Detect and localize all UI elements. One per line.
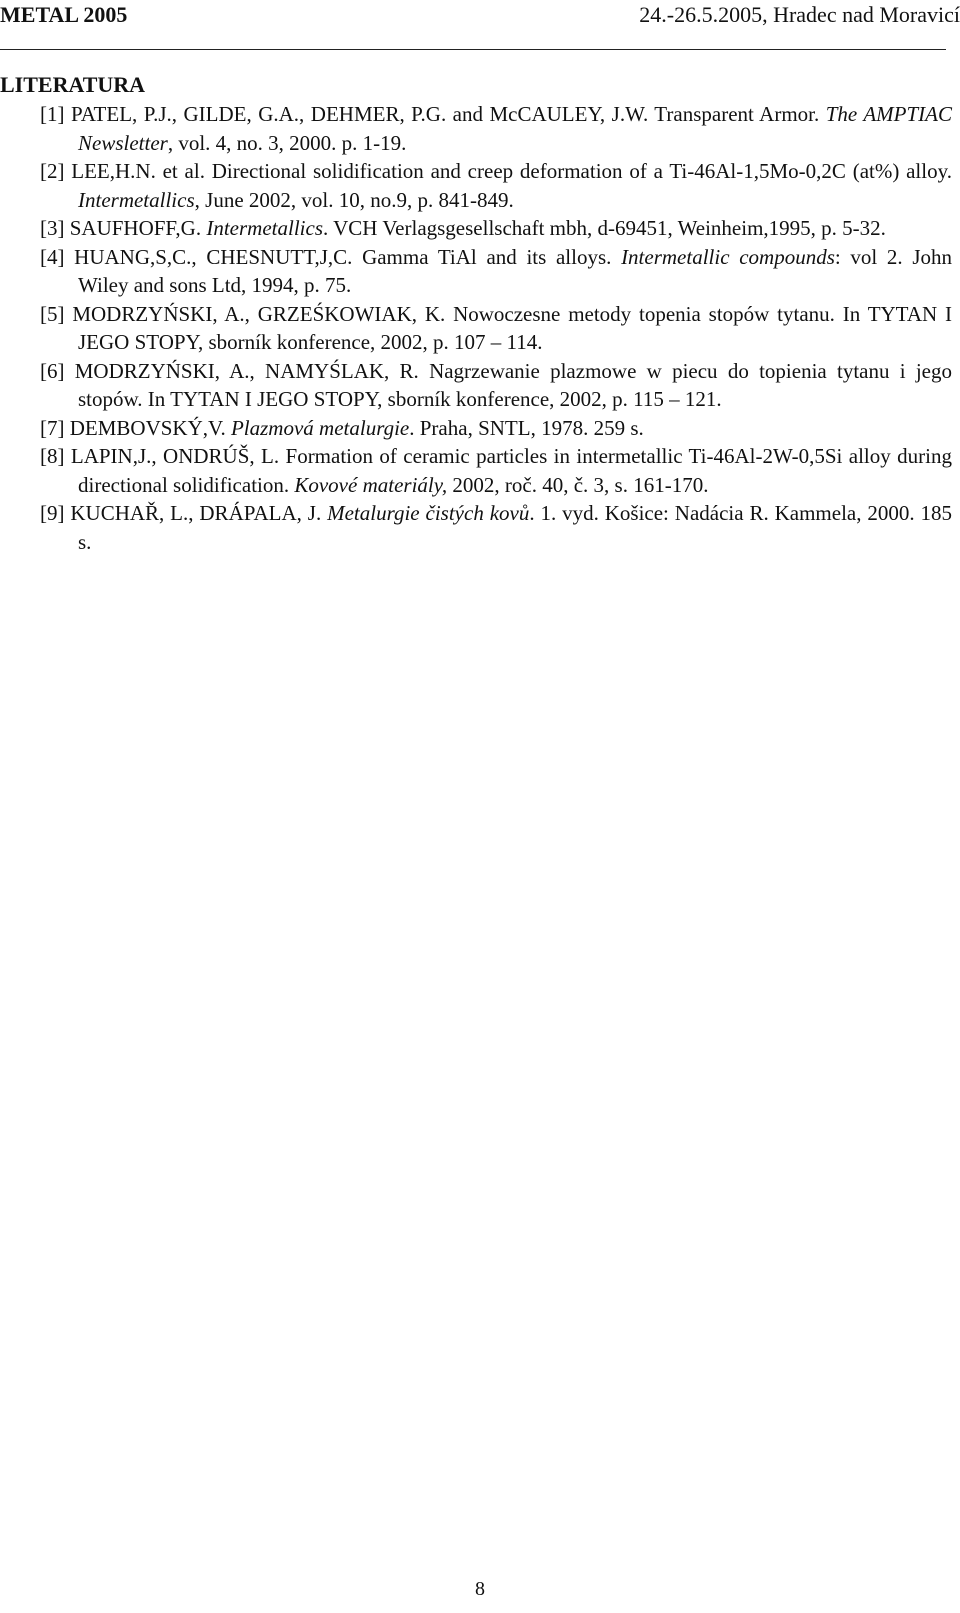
page-number: 8 — [475, 1578, 485, 1600]
reference-item — [0, 357, 952, 414]
book-title: Plazmová metalurgie — [230, 415, 410, 440]
reference-text: [4] HUANG,S,C., CHESNUTT,J,C. Gamma TiAl and its alloys. — [40, 244, 622, 269]
reference-item — [0, 157, 952, 214]
reference-text: [6] MODRZYŃSKI, A., NAMYŚLAK, R. Nagrzewanie plazmowe w piecu do topienia tytanu i jego stopów. In TYTAN I JEGO STOPY, sborník konference, 2002, p. 115 – 121. — [40, 358, 952, 411]
reference-item — [0, 300, 952, 357]
book-title: Intermetallic compounds — [621, 244, 835, 269]
reference-text: [3] SAUFHOFF,G. — [40, 216, 207, 240]
reference-text: [5] MODRZYŃSKI, A., GRZEŚKOWIAK, K. Nowoczesne metody topenia stopów tytanu. In TYTAN I JEGO STOPY, sborník konference, 2002, p. 107 – 114. — [40, 301, 952, 354]
reference-list — [0, 100, 952, 556]
running-header — [0, 0, 960, 46]
reference-text: [7] DEMBOVSKÝ,V. — [40, 415, 231, 440]
reference-text: [8] LAPIN,J., ONDRÚŠ, L. Formation of ceramic particles in intermetallic Ti-46Al-2W-0,5Si alloy during directional solidification. — [40, 444, 952, 497]
reference-text: 2002, roč. 40, č. 3, s. 161-170. — [447, 472, 709, 497]
reference-text: [1] PATEL, P.J., GILDE, G.A., DEHMER, P.G. and McCAULEY, J.W. Transparent Armor. — [40, 102, 826, 126]
reference-text: . Praha, SNTL, 1978. 259 s. — [409, 415, 644, 440]
reference-text: [2] LEE,H.N. et al. Directional solidification and creep deformation of a Ti-46Al-1,5Mo-0,2C (at%) alloy. — [40, 159, 952, 183]
reference-item — [0, 442, 952, 499]
book-title: Metalurgie čistých kovů — [327, 501, 530, 525]
reference-text: [9] KUCHAŘ, L., DRÁPALA, J. — [40, 501, 328, 525]
journal-title: Intermetallics — [78, 187, 195, 212]
reference-item — [0, 100, 952, 157]
reference-text: , June 2002, vol. 10, no.9, p. 841-849. — [194, 187, 514, 212]
book-title: Intermetallics — [206, 216, 323, 240]
reference-item — [0, 214, 952, 243]
reference-text: . VCH Verlagsgesellschaft mbh, d-69451, Weinheim,1995, p. 5-32. — [323, 216, 886, 240]
reference-text: , vol. 4, no. 3, 2000. p. 1-19. — [167, 130, 407, 155]
conference-name: METAL 2005 — [0, 2, 128, 27]
conference-date-place: 24.-26.5.2005, Hradec nad Moravicí — [639, 2, 960, 27]
journal-title: Kovové materiály, — [294, 472, 448, 497]
reference-item — [0, 243, 952, 300]
header-rule — [0, 49, 946, 50]
reference-item — [0, 414, 952, 443]
journal-title: The AMPTIAC Newsletter — [78, 102, 952, 155]
reference-text: . 1. vyd. Košice: Nadácia R. Kammela, 2000. 185 s. — [78, 501, 952, 554]
reference-text: : vol 2. John Wiley and sons Ltd, 1994, p. 75. — [78, 244, 953, 297]
reference-item — [0, 499, 952, 556]
references-heading: LITERATURA — [0, 72, 146, 97]
